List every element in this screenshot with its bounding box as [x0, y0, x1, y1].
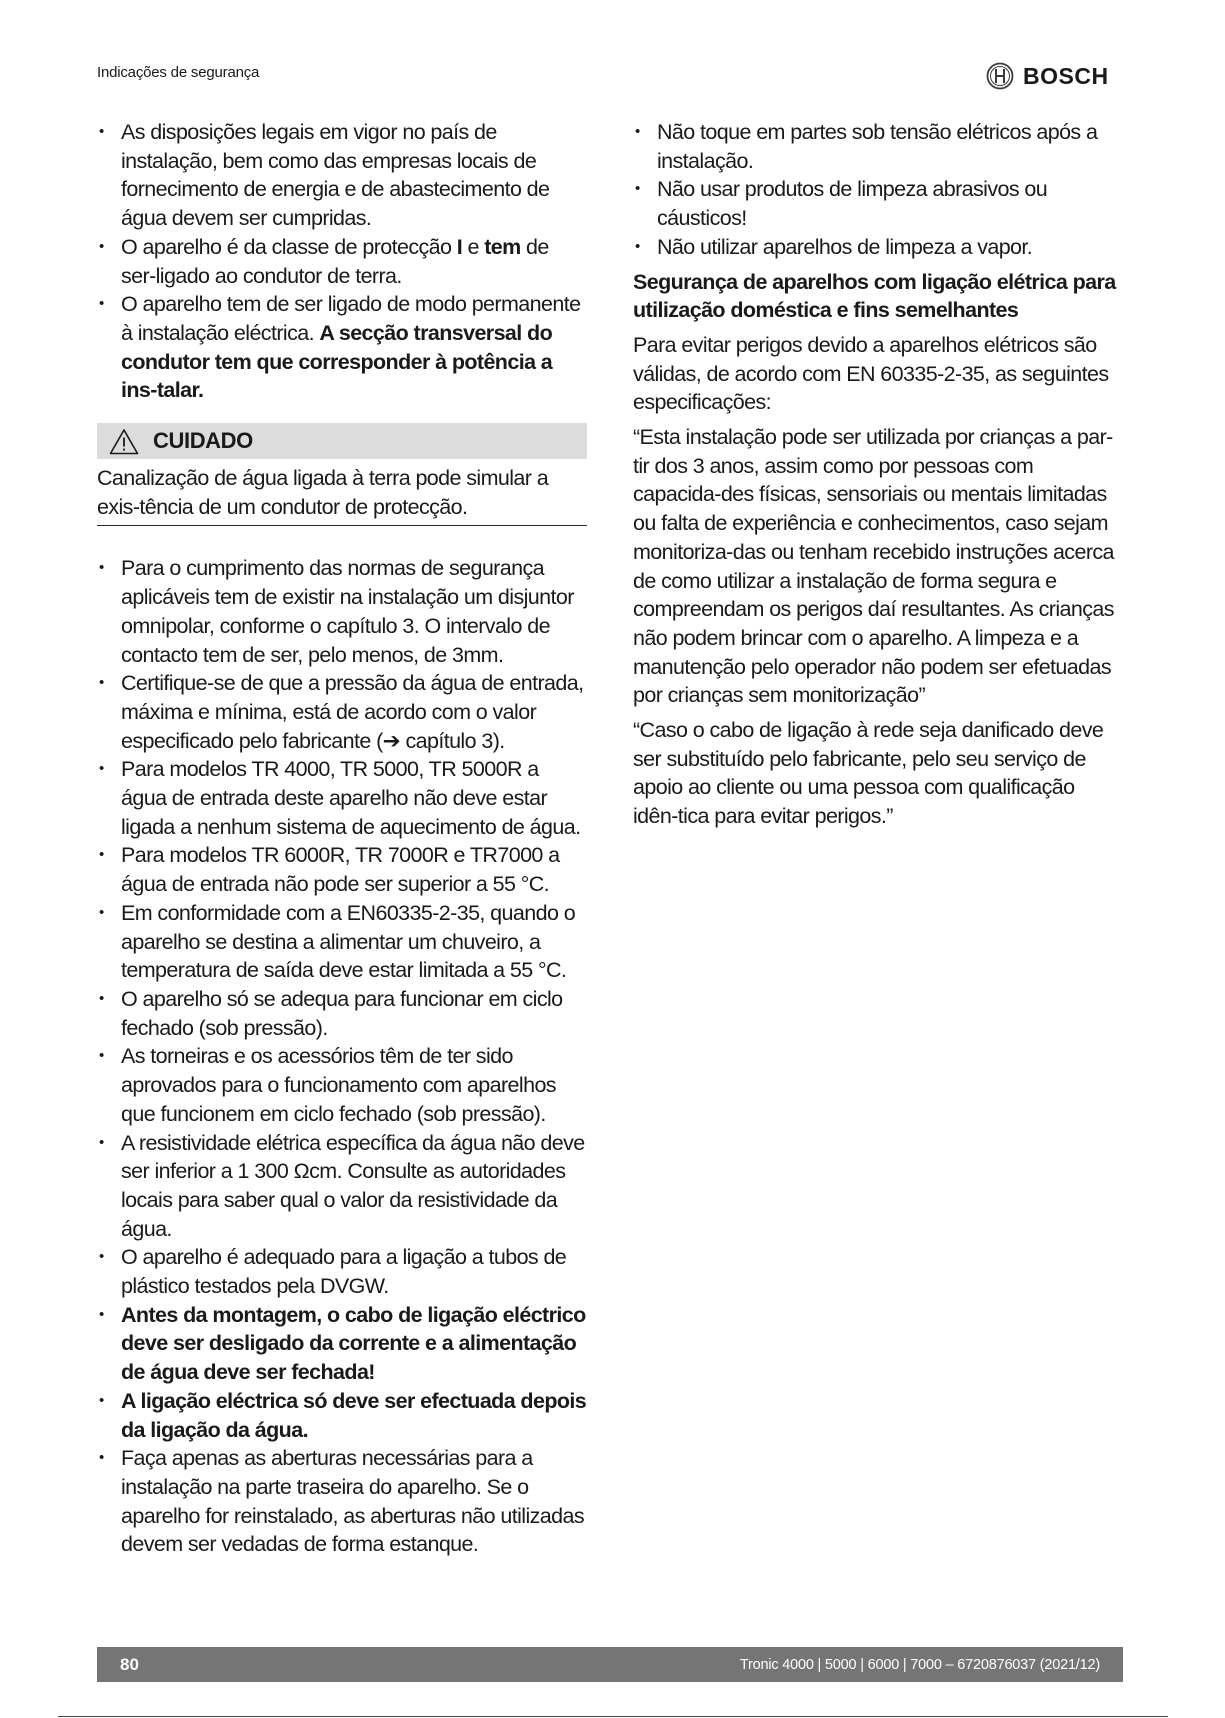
list-item: • As torneiras e os acessórios têm de ter sido aprovados para o funcionamento com aparelhos que funcionem em ciclo fechado (sob pressão). — [97, 1042, 587, 1128]
safety-list-a — [97, 118, 587, 405]
list-item: • Em conformidade com a EN60335-2-35, quando o aparelho se destina a alimentar um chuveiro, a temperatura de saída deve estar limitada a 55 °C. — [97, 899, 587, 985]
list-item: • As disposições legais em vigor no país de instalação, bem como das empresas locais de fornecimento de energia e de abastecimento de água devem ser cumpridas. — [97, 118, 587, 233]
right-column — [633, 118, 1123, 837]
warning-triangle-icon — [109, 428, 139, 455]
caution-text: Canalização de água ligada à terra pode simular a exis-tência de um condutor de protecção. — [97, 459, 587, 526]
list-item: • O aparelho tem de ser ligado de modo permanente à instalação eléctrica. A secção transversal do condutor tem que corresponder à potência a ins-talar. — [97, 290, 587, 405]
left-column — [97, 118, 587, 1559]
list-item: • O aparelho é adequado para a ligação a tubos de plástico testados pela DVGW. — [97, 1243, 587, 1300]
bottom-divider — [58, 1716, 1168, 1717]
list-item: • O aparelho é da classe de protecção I e tem de ser-ligado ao condutor de terra. — [97, 233, 587, 290]
document-reference: Tronic 4000 | 5000 | 6000 | 7000 – 6720876037 (2021/12) — [739, 1656, 1100, 1673]
section-heading: Segurança de aparelhos com ligação elétrica para utilização doméstica e fins semelhantes — [633, 269, 1116, 323]
list-item: • Certifique-se de que a pressão da água de entrada, máxima e mínima, está de acordo com o valor especificado pelo fabricante (➔ capítulo 3). — [97, 669, 587, 755]
brand-name: BOSCH — [1023, 62, 1109, 89]
safety-list-b — [97, 554, 587, 1559]
page-footer — [97, 1647, 1123, 1682]
list-item: • A ligação eléctrica só deve ser efectuada depois da ligação da água. — [97, 1387, 587, 1444]
cleaning-list — [633, 118, 1123, 262]
list-item: • Não utilizar aparelhos de limpeza a vapor. — [633, 233, 1123, 262]
list-item: • Não usar produtos de limpeza abrasivos ou cáusticos! — [633, 175, 1123, 232]
quote-paragraph-1: “Esta instalação pode ser utilizada por crianças a par-tir dos 3 anos, assim como por pessoas com capacida-des físicas, sensoriais ou mentais limitadas ou falta de experiência e conhecimentos, caso sejam monitoriza-das ou tenham recebido instruções acerca de como utilizar a instalação de forma segura e compreendam os perigos daí resultantes. As crianças não podem brincar com o aparelho. A limpeza e a manutenção pelo operador não podem ser efetuadas por crianças sem monitorização” — [633, 425, 1114, 708]
list-item: • Antes da montagem, o cabo de ligação eléctrico deve ser desligado da corrente e a alimentação de água deve ser fechada! — [97, 1301, 587, 1387]
list-item: • Para modelos TR 4000, TR 5000, TR 5000R a água de entrada deste aparelho não deve estar ligada a nenhum sistema de aquecimento de água. — [97, 755, 587, 841]
caution-bar — [97, 423, 587, 459]
list-item: • A resistividade elétrica específica da água não deve ser inferior a 1 300 Ωcm. Consulte as autoridades locais para saber qual o valor da resistividade da água. — [97, 1129, 587, 1244]
list-item: • Faça apenas as aberturas necessárias para a instalação na parte traseira do aparelho. Se o aparelho for reinstalado, as aberturas não utilizadas devem ser vedadas de forma estanque. — [97, 1444, 587, 1559]
intro-paragraph: Para evitar perigos devido a aparelhos elétricos são válidas, de acordo com EN 60335-2-35, as seguintes especificações: — [633, 332, 1109, 415]
list-item: • O aparelho só se adequa para funcionar em ciclo fechado (sob pressão). — [97, 985, 587, 1042]
bosch-armature-icon — [986, 62, 1014, 90]
list-item: • Para o cumprimento das normas de segurança aplicáveis tem de existir na instalação um disjuntor omnipolar, conforme o capítulo 3. O intervalo de contacto tem de ser, pelo menos, de 3mm. — [97, 554, 587, 669]
page-number: 80 — [120, 1654, 139, 1674]
bosch-logo — [986, 62, 1109, 90]
caution-label: CUIDADO — [153, 427, 253, 453]
quote-paragraph-2: “Caso o cabo de ligação à rede seja danificado deve ser substituído pelo fabricante, pelo seu serviço de apoio ao cliente ou uma pessoa com qualificação idên-tica para evitar perigos.” — [633, 718, 1104, 829]
caution-notice — [97, 423, 587, 526]
list-item: • Não toque em partes sob tensão elétricos após a instalação. — [633, 118, 1123, 175]
running-header-title: Indicações de segurança — [97, 64, 260, 81]
list-item: • Para modelos TR 6000R, TR 7000R e TR7000 a água de entrada não pode ser superior a 55 °C. — [97, 841, 587, 898]
